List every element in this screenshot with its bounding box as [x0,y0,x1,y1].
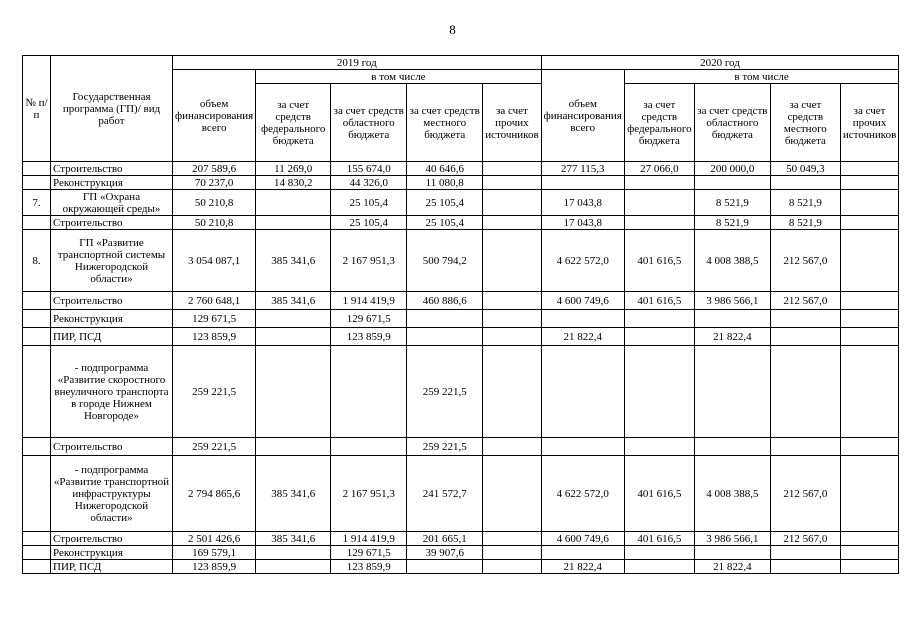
row-number [23,328,51,346]
cell-federal-2019 [256,216,331,230]
row-number [23,346,51,438]
cell-total-2019: 129 671,5 [173,310,256,328]
cell-federal-2020: 401 616,5 [624,292,694,310]
cell-other-2019 [483,328,541,346]
cell-regional-2019: 25 105,4 [331,190,407,216]
cell-regional-2020: 4 008 388,5 [694,456,770,532]
row-name: Строительство [51,532,173,546]
table-row [23,560,899,574]
cell-total-2019: 207 589,6 [173,162,256,176]
cell-local-2019: 460 886,6 [407,292,483,310]
cell-other-2019 [483,546,541,560]
row-number [23,310,51,328]
cell-local-2019 [407,560,483,574]
header-other-2019: за счет прочих источников [483,84,541,162]
row-name: Строительство [51,438,173,456]
cell-regional-2020 [694,310,770,328]
cell-regional-2019: 2 167 951,3 [331,230,407,292]
table-row [23,532,899,546]
header-federal-2019: за счет средств федерального бюджета [256,84,331,162]
table-row [23,310,899,328]
row-name: - подпрограмма «Развитие транспортной инфраструктуры Нижегородской области» [51,456,173,532]
cell-regional-2019: 123 859,9 [331,328,407,346]
cell-total-2019: 2 760 648,1 [173,292,256,310]
cell-federal-2019 [256,560,331,574]
header-incl-2020: в том числе [624,70,898,84]
cell-total-2019: 50 210,8 [173,216,256,230]
cell-local-2020 [770,176,840,190]
cell-total-2020: 21 822,4 [541,560,624,574]
cell-total-2020: 21 822,4 [541,328,624,346]
cell-federal-2019: 385 341,6 [256,456,331,532]
table-row [23,176,899,190]
row-number: 7. [23,190,51,216]
cell-regional-2020: 3 986 566,1 [694,532,770,546]
cell-regional-2019: 155 674,0 [331,162,407,176]
cell-regional-2020 [694,438,770,456]
cell-local-2020: 212 567,0 [770,230,840,292]
cell-other-2019 [483,162,541,176]
row-name: ГП «Охрана окружающей среды» [51,190,173,216]
cell-local-2020: 8 521,9 [770,190,840,216]
table-row [23,456,899,532]
row-name: ПИР, ПСД [51,328,173,346]
cell-other-2019 [483,346,541,438]
row-number [23,292,51,310]
row-name: Реконструкция [51,310,173,328]
cell-regional-2019: 44 326,0 [331,176,407,190]
cell-other-2019 [483,456,541,532]
cell-local-2020 [770,560,840,574]
cell-federal-2019: 14 830,2 [256,176,331,190]
cell-total-2020: 17 043,8 [541,216,624,230]
table-row [23,292,899,310]
header-year-2020: 2020 год [541,56,899,70]
cell-federal-2020 [624,328,694,346]
cell-local-2019: 39 907,6 [407,546,483,560]
cell-total-2020: 17 043,8 [541,190,624,216]
header-incl-2019: в том числе [256,70,541,84]
cell-federal-2019: 385 341,6 [256,532,331,546]
table-row [23,162,899,176]
cell-total-2019: 50 210,8 [173,190,256,216]
table-row [23,546,899,560]
header-other-2020: за счет прочих источников [840,84,898,162]
cell-other-2020 [840,176,898,190]
cell-local-2019: 25 105,4 [407,216,483,230]
cell-federal-2019 [256,438,331,456]
row-name: ПИР, ПСД [51,560,173,574]
cell-federal-2020 [624,176,694,190]
row-name: Реконструкция [51,546,173,560]
row-number [23,532,51,546]
row-name: Строительство [51,292,173,310]
cell-local-2020: 212 567,0 [770,532,840,546]
cell-federal-2020 [624,216,694,230]
cell-local-2019: 259 221,5 [407,346,483,438]
cell-other-2019 [483,230,541,292]
cell-other-2020 [840,190,898,216]
cell-federal-2019: 11 269,0 [256,162,331,176]
cell-total-2019: 123 859,9 [173,328,256,346]
cell-local-2020 [770,328,840,346]
cell-federal-2020 [624,438,694,456]
cell-local-2020: 212 567,0 [770,456,840,532]
cell-federal-2019 [256,328,331,346]
cell-local-2020 [770,546,840,560]
header-total-2019: объем финансирования всего [173,70,256,162]
cell-total-2020: 4 600 749,6 [541,292,624,310]
cell-total-2019: 123 859,9 [173,560,256,574]
header-year-2019: 2019 год [173,56,542,70]
row-number [23,162,51,176]
cell-local-2020 [770,438,840,456]
cell-regional-2019 [331,438,407,456]
row-name: - подпрограмма «Развитие скоростного внеуличного транспорта в городе Нижнем Новгороде» [51,346,173,438]
header-regional-2019: за счет средств областного бюджета [331,84,407,162]
cell-regional-2020: 3 986 566,1 [694,292,770,310]
cell-local-2019 [407,328,483,346]
header-program: Государственная программа (ГП)/ вид работ [51,56,173,162]
cell-other-2019 [483,292,541,310]
cell-total-2020 [541,176,624,190]
cell-other-2020 [840,546,898,560]
cell-federal-2020: 401 616,5 [624,230,694,292]
cell-total-2020 [541,310,624,328]
cell-local-2019: 11 080,8 [407,176,483,190]
cell-local-2019: 241 572,7 [407,456,483,532]
table-row [23,190,899,216]
cell-federal-2020: 401 616,5 [624,532,694,546]
row-name: ГП «Развитие транспортной системы Нижегородской области» [51,230,173,292]
cell-total-2019: 169 579,1 [173,546,256,560]
row-name: Реконструкция [51,176,173,190]
header-local-2020: за счет средств местного бюджета [770,84,840,162]
cell-total-2020: 4 600 749,6 [541,532,624,546]
cell-other-2020 [840,346,898,438]
cell-total-2019: 3 054 087,1 [173,230,256,292]
cell-regional-2020: 200 000,0 [694,162,770,176]
table-row [23,230,899,292]
cell-other-2020 [840,560,898,574]
cell-federal-2020: 27 066,0 [624,162,694,176]
cell-total-2019: 70 237,0 [173,176,256,190]
table-row [23,346,899,438]
cell-total-2020: 277 115,3 [541,162,624,176]
cell-total-2019: 2 501 426,6 [173,532,256,546]
row-number [23,546,51,560]
row-name: Строительство [51,216,173,230]
cell-total-2020 [541,346,624,438]
row-number [23,456,51,532]
cell-federal-2019 [256,310,331,328]
cell-other-2020 [840,438,898,456]
cell-regional-2019: 1 914 419,9 [331,532,407,546]
page-number: 8 [449,22,456,37]
cell-other-2020 [840,162,898,176]
cell-local-2019: 259 221,5 [407,438,483,456]
cell-federal-2020 [624,560,694,574]
cell-federal-2019: 385 341,6 [256,230,331,292]
cell-regional-2020 [694,176,770,190]
cell-local-2019 [407,310,483,328]
cell-regional-2020: 21 822,4 [694,328,770,346]
cell-local-2019: 500 794,2 [407,230,483,292]
cell-total-2019: 259 221,5 [173,438,256,456]
cell-other-2019 [483,190,541,216]
cell-other-2020 [840,230,898,292]
header-num: № п/п [23,56,51,162]
budget-table [22,55,899,574]
cell-total-2020: 4 622 572,0 [541,456,624,532]
cell-regional-2019 [331,346,407,438]
cell-local-2019: 201 665,1 [407,532,483,546]
cell-regional-2020: 4 008 388,5 [694,230,770,292]
cell-regional-2019: 2 167 951,3 [331,456,407,532]
cell-regional-2019: 129 671,5 [331,310,407,328]
cell-local-2020 [770,310,840,328]
cell-regional-2019: 129 671,5 [331,546,407,560]
cell-federal-2019 [256,546,331,560]
row-number [23,438,51,456]
row-number [23,560,51,574]
cell-federal-2019: 385 341,6 [256,292,331,310]
cell-regional-2019: 1 914 419,9 [331,292,407,310]
row-number [23,176,51,190]
cell-regional-2020: 21 822,4 [694,560,770,574]
cell-local-2020 [770,346,840,438]
cell-other-2019 [483,532,541,546]
cell-federal-2020 [624,310,694,328]
header-local-2019: за счет средств местного бюджета [407,84,483,162]
cell-regional-2020: 8 521,9 [694,190,770,216]
cell-local-2020: 212 567,0 [770,292,840,310]
cell-federal-2020 [624,346,694,438]
header-regional-2020: за счет средств областного бюджета [694,84,770,162]
cell-other-2020 [840,328,898,346]
cell-other-2019 [483,310,541,328]
cell-total-2019: 259 221,5 [173,346,256,438]
cell-other-2020 [840,532,898,546]
cell-local-2020: 50 049,3 [770,162,840,176]
row-number: 8. [23,230,51,292]
cell-local-2019: 25 105,4 [407,190,483,216]
cell-total-2020 [541,438,624,456]
cell-local-2019: 40 646,6 [407,162,483,176]
cell-regional-2019: 25 105,4 [331,216,407,230]
table-row [23,328,899,346]
cell-other-2020 [840,216,898,230]
cell-federal-2020: 401 616,5 [624,456,694,532]
header-total-2020: объем финансирования всего [541,70,624,162]
cell-regional-2020: 8 521,9 [694,216,770,230]
cell-federal-2019 [256,346,331,438]
cell-regional-2020 [694,346,770,438]
cell-local-2020: 8 521,9 [770,216,840,230]
cell-other-2019 [483,216,541,230]
cell-federal-2020 [624,190,694,216]
cell-regional-2019: 123 859,9 [331,560,407,574]
row-number [23,216,51,230]
cell-total-2020: 4 622 572,0 [541,230,624,292]
table-row [23,216,899,230]
cell-total-2019: 2 794 865,6 [173,456,256,532]
cell-other-2020 [840,292,898,310]
table-row [23,438,899,456]
cell-total-2020 [541,546,624,560]
row-name: Строительство [51,162,173,176]
cell-other-2019 [483,438,541,456]
cell-other-2020 [840,310,898,328]
cell-federal-2020 [624,546,694,560]
cell-federal-2019 [256,190,331,216]
cell-other-2019 [483,560,541,574]
header-federal-2020: за счет средств федерального бюджета [624,84,694,162]
cell-other-2020 [840,456,898,532]
cell-regional-2020 [694,546,770,560]
cell-other-2019 [483,176,541,190]
